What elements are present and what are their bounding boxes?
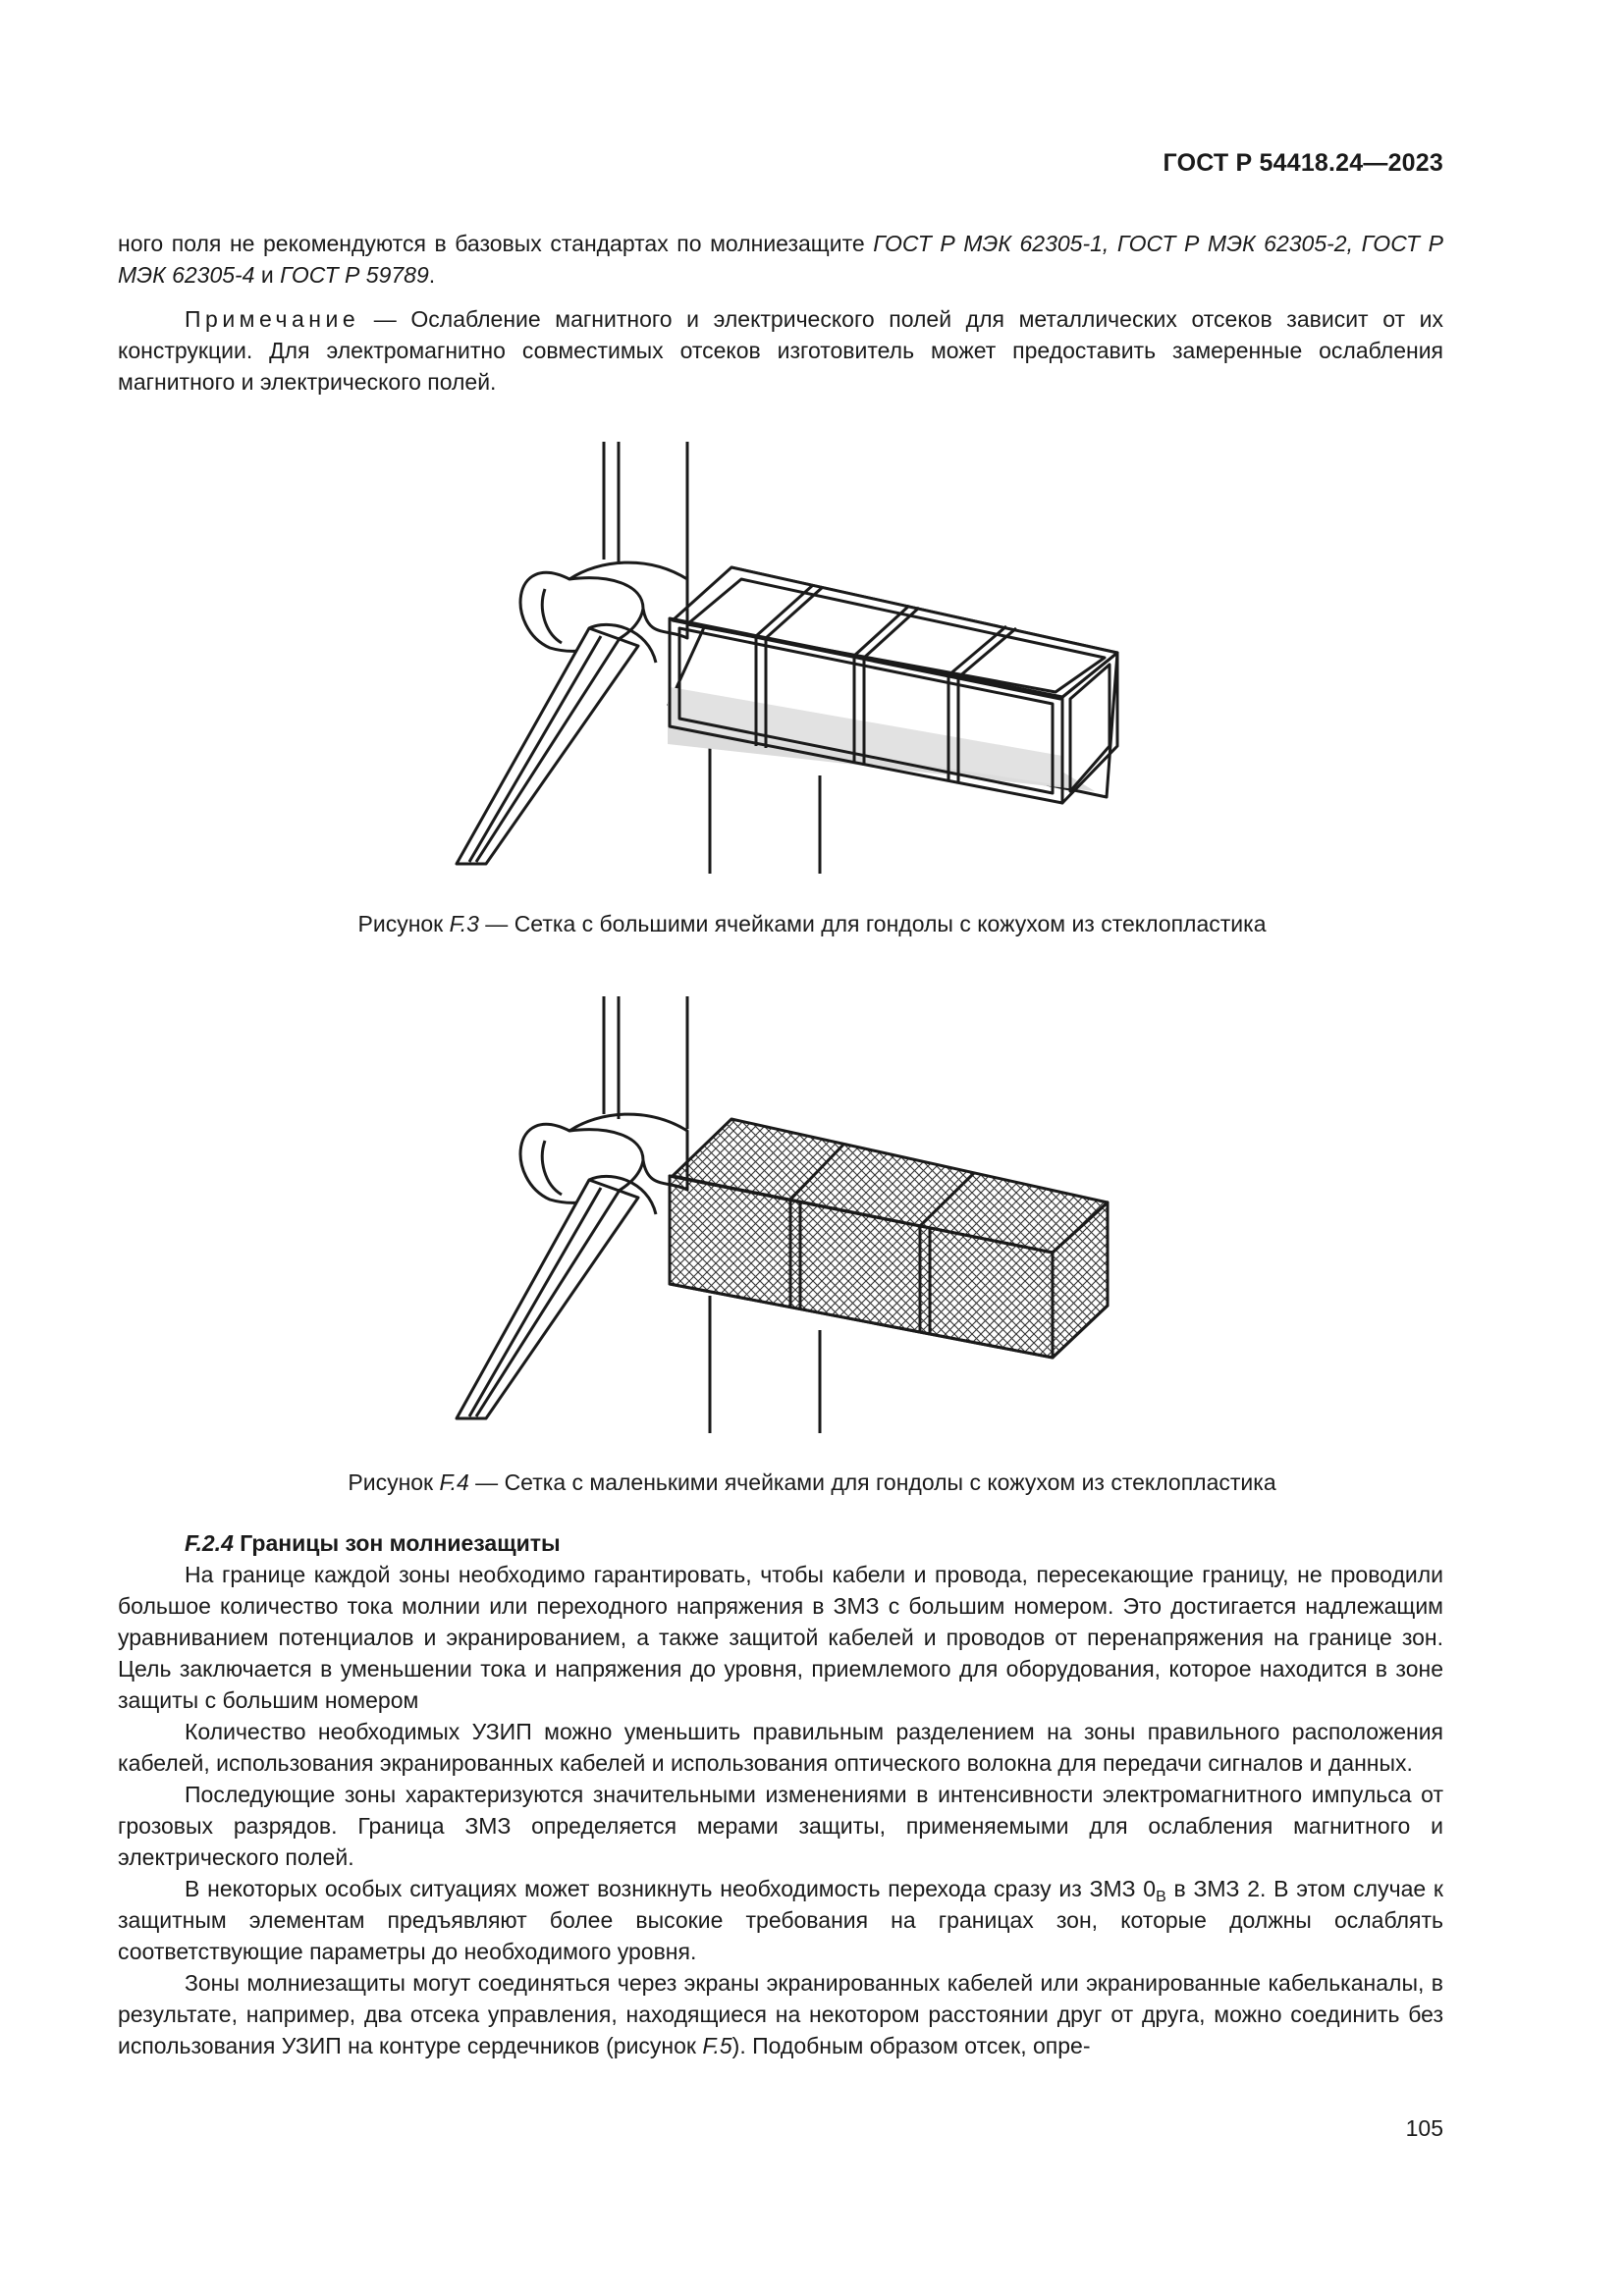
page-number: 105 [1405, 2115, 1443, 2141]
section-paragraph-4 [118, 1873, 1443, 1967]
intro-ref-2: ГОСТ Р МЭК 62305-4 [118, 231, 1444, 288]
f3-caption-text: — Сетка с большими ячейками для гондолы с кожухом из стеклопластика [478, 911, 1267, 936]
section-paragraph-1: На границе каждой зоны необходимо гарантировать, чтобы кабели и провода, пересекающие границу, не проводили большое количество тока молнии или переходного напряжения в ЗМЗ с большим номером. Это достигается надлежащим уравниванием потенциалов и экранированием, а также защитой кабелей и проводов от перенапряжения на границе зон. Цель заключается в уменьшении тока и напряжения до уровня, приемлемого для оборудования, которое находится в зоне защиты с большим номером [118, 1562, 1443, 1713]
f3-number: F.3 [449, 911, 479, 936]
section-heading [118, 1527, 1443, 1559]
section-title: Границы зон молниезащиты [233, 1530, 561, 1556]
p5-text-a: Зоны молниезащиты могут соединяться через экраны экранированных кабелей или экранированные кабельканалы, в результате, например, два отсека управления, находящиеся на некотором расстоянии друг от друга, можно соединить без использования УЗИП на контуре сердечников (рисунок [118, 1970, 1443, 2058]
p4-text-b: в ЗМЗ 2. В этом случае к защитным элементам предъявляют более высокие требования на границах зон, которые должны ослаблять соответствующие параметры до необходимого уровня. [118, 1876, 1443, 1964]
figure-f4-drawing [0, 991, 1624, 1443]
intro-text: ного поля не рекомендуются в базовых стандартах по молниезащите [118, 231, 874, 256]
p4-subscript: B [1156, 1889, 1166, 1905]
p5-text-b: ). Подобным образом отсек, опре- [731, 2033, 1091, 2058]
intro-ref-1: ГОСТ Р МЭК 62305-1, ГОСТ Р МЭК 62305-2, [873, 231, 1353, 256]
section-paragraph-5 [118, 1967, 1443, 2061]
standard-code: ГОСТ Р 54418.24—2023 [1163, 149, 1443, 177]
figure-f3-drawing [0, 432, 1624, 883]
f4-number: F.4 [439, 1469, 469, 1495]
f3-caption-prefix: Рисунок [357, 911, 450, 936]
section-number: F.2.4 [185, 1530, 234, 1556]
intro-ref-3: ГОСТ Р 59789 [280, 262, 429, 288]
p5-figure-ref: F.5 [702, 2033, 732, 2058]
section-paragraph-2: Количество необходимых УЗИП можно уменьшить правильным разделением на зоны правильного расположения кабелей, использования экранированных кабелей и использования оптического волокна для передачи сигналов и данных. [118, 1719, 1443, 1776]
f4-caption-text: — Сетка с маленькими ячейками для гондолы с кожухом из стеклопластика [468, 1469, 1276, 1495]
figure-f4-caption [0, 1469, 1624, 1496]
note-text: — Ослабление магнитного и электрического полей для металлических отсеков зависит от их конструкции. Для электромагнитно совместимых отсеков изготовитель может предоставить замеренные ослабления магнитного и электрического полей. [118, 306, 1443, 395]
f4-caption-prefix: Рисунок [348, 1469, 440, 1495]
section-f24 [118, 1527, 1443, 2061]
intro-and: и [254, 262, 281, 288]
note-paragraph [118, 303, 1443, 398]
intro-end: . [428, 262, 436, 288]
note-label: Примечание [185, 306, 360, 332]
section-paragraph-3: Последующие зоны характеризуются значительными изменениями в интенсивности электромагнитного импульса от грозовых разрядов. Граница ЗМЗ определяется мерами защиты, применяемыми для ослабления магнитного и электрического полей. [118, 1782, 1443, 1870]
p4-text-a: В некоторых особых ситуациях может возникнуть необходимость перехода сразу из ЗМЗ 0 [185, 1876, 1157, 1901]
intro-paragraph [118, 228, 1443, 291]
figure-f3-caption [0, 911, 1624, 937]
